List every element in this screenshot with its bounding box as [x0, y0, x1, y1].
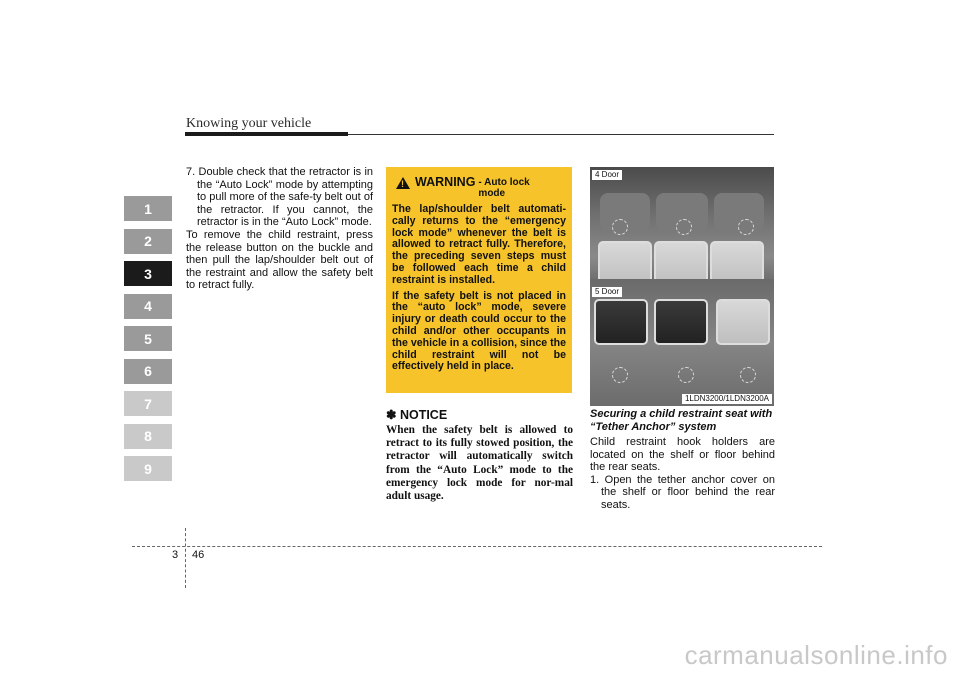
page-number: 46 — [192, 549, 205, 561]
column-right — [590, 436, 775, 512]
anchor-location-marker — [612, 219, 628, 235]
anchor-location-marker — [676, 219, 692, 235]
chapter-tab-2[interactable]: 2 — [124, 229, 172, 254]
notice-title: ✽ NOTICE — [386, 408, 448, 422]
anchor-location-marker — [740, 367, 756, 383]
chapter-tab-6[interactable]: 6 — [124, 359, 172, 384]
chapter-tabs — [124, 196, 172, 489]
warning-box — [386, 167, 572, 393]
figure-code: 1LDN3200/1LDN3200A — [682, 394, 772, 404]
chapter-tab-3[interactable]: 3 — [124, 261, 172, 286]
footer-rule — [132, 546, 822, 547]
anchor-location-marker — [612, 367, 628, 383]
chapter-tab-8[interactable]: 8 — [124, 424, 172, 449]
chapter-tab-4[interactable]: 4 — [124, 294, 172, 319]
hook-attach-inset — [716, 299, 770, 345]
anchor-location-marker — [738, 219, 754, 235]
step-number: 7. — [186, 166, 196, 178]
chapter-tab-1[interactable]: 1 — [124, 196, 172, 221]
anchor-open-inset — [654, 299, 708, 345]
chapter-tab-9[interactable]: 9 — [124, 456, 172, 481]
warning-subtitle: - Auto lock mode — [478, 177, 530, 199]
chapter-tab-7[interactable]: 7 — [124, 391, 172, 416]
step-1 — [590, 474, 775, 512]
page-header-title: Knowing your vehicle — [186, 116, 312, 131]
warning-paragraph-1: The lap/shoulder belt automati-cally returns to the “emergency lock mode” whenever the belt is allowed to retract fully. Therefore, the preceding seven steps must be followed each time a child restraint is installed. — [392, 203, 566, 286]
section-caption: Securing a child restraint seat with “Tether Anchor” system — [590, 408, 773, 433]
figure-label-4door: 4 Door — [592, 170, 622, 180]
notice-body: When the safety belt is allowed to retract to its fully stowed position, the retractor will automatically switch from the “Auto Lock” mode to the emergency lock mode for nor-mal adult usage. — [386, 424, 573, 503]
intro-paragraph: Child restraint hook holders are located on the shelf or floor behind the rear seats. — [590, 436, 775, 474]
figure-5door-photo — [590, 279, 774, 406]
step-7 — [186, 166, 373, 229]
footer-divider — [185, 528, 186, 588]
figure-label-5door: 5 Door — [592, 287, 622, 297]
figure-4door-photo — [590, 167, 774, 279]
page-section-number: 3 — [172, 549, 179, 561]
step-text: Open the tether anchor cover on the shelf or floor behind the rear seats. — [601, 473, 775, 511]
warning-header — [396, 175, 566, 199]
header-rule-thin — [348, 134, 774, 135]
removal-paragraph: To remove the child restraint, press the release button on the buckle and then pull the lap/shoulder belt out of the restraint and allow the safety belt to retract fully. — [186, 228, 373, 292]
step-number: 1. — [590, 473, 600, 486]
watermark: carmanualsonline.info — [684, 640, 948, 670]
tether-anchor-figure — [590, 167, 774, 406]
warning-paragraph-2: If the safety belt is not placed in the “auto lock” mode, severe injury or death could occur to the child and/or other occupants in the vehicle in a collision, since the child restraint will not be effectively held in place. — [392, 289, 566, 373]
header-rule — [185, 132, 348, 136]
warning-title: WARNING — [415, 175, 476, 189]
column-left — [186, 166, 373, 292]
anchor-location-marker — [678, 367, 694, 383]
chapter-tab-5[interactable]: 5 — [124, 326, 172, 351]
anchor-cover-inset — [594, 299, 648, 345]
warning-triangle-icon: ! — [396, 177, 410, 189]
step-text: Double check that the retractor is in the “Auto Lock” mode by attempting to pull more of the safe-ty belt out of the retractor. If you cannot, the retractor is in the “Auto Lock” mode. — [197, 166, 374, 229]
